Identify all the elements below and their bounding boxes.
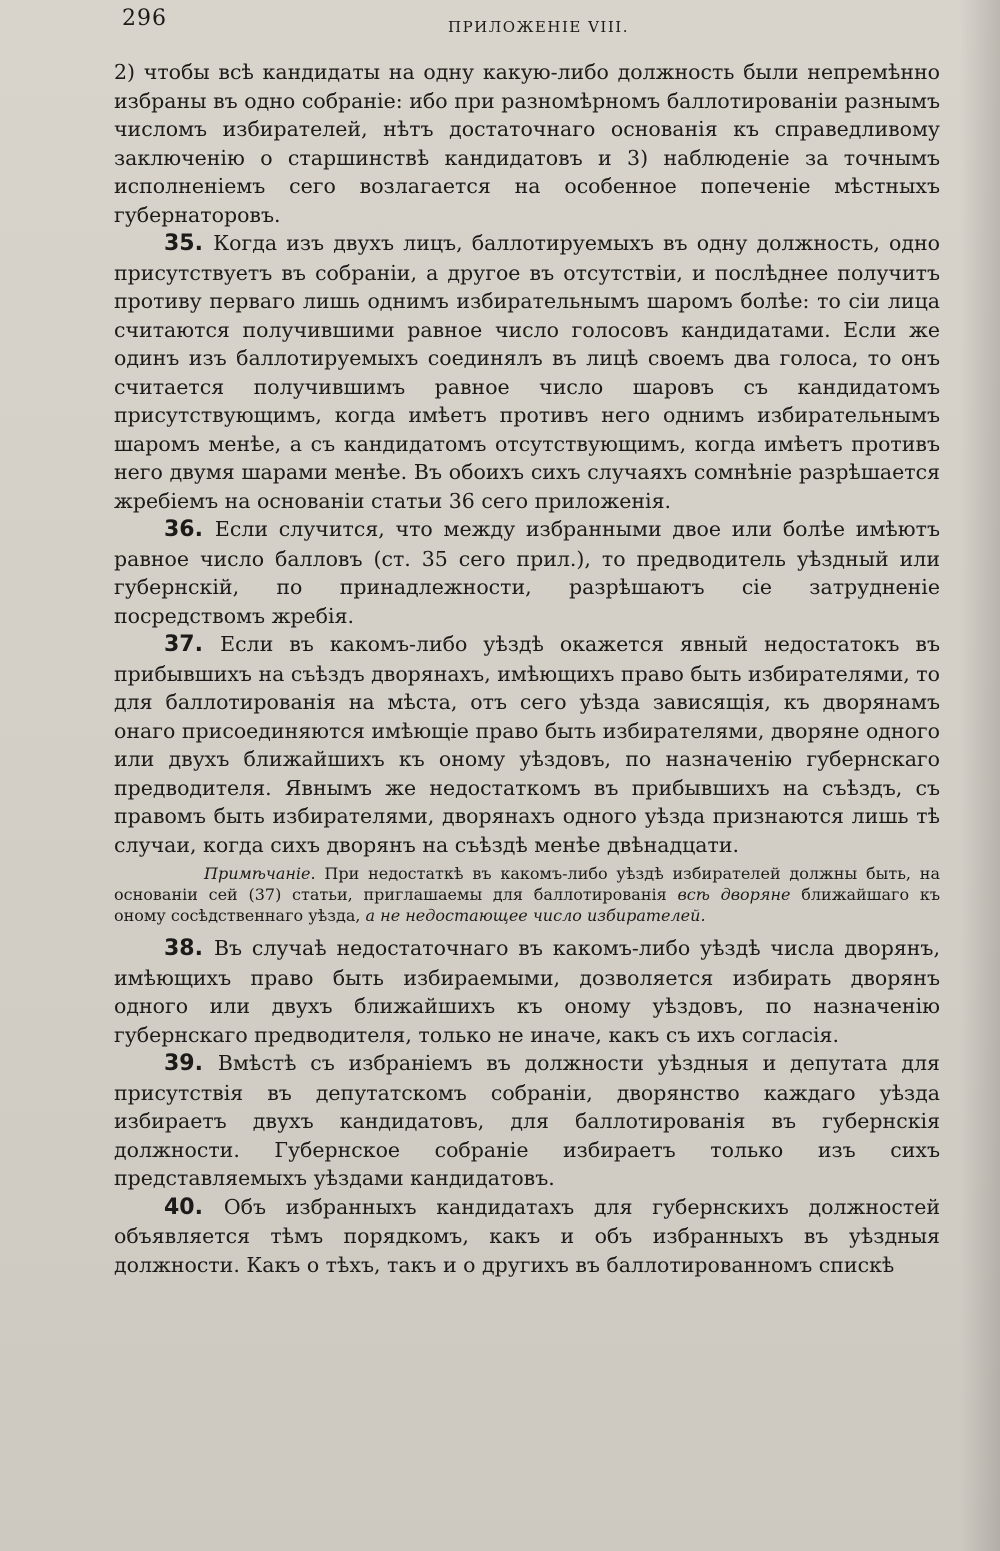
- article-text: Въ случаѣ недостаточнаго въ какомъ-либо уѣздѣ числа дворянъ, имѣющихъ право быть избираемыми, дозволяется избирать дворянъ одного или двухъ ближайшихъ къ оному уѣздовъ, по назначенію губернскаго предводителя, только не иначе, какъ съ ихъ согласія.: [114, 936, 940, 1047]
- note-text-part1: При недостаткѣ въ какомъ-либо уѣздѣ избирателей должны быть, на основаніи сей (37) статьи, приглашаемы для баллотированія: [114, 864, 941, 904]
- note-emphasis-1: всѣ дворяне: [677, 885, 791, 904]
- article-38: 38. Въ случаѣ недостаточнаго въ какомъ-либо уѣздѣ числа дворянъ, имѣющихъ право быть избираемыми, дозволяется избирать дворянъ одного или двухъ ближайшихъ къ оному уѣздовъ, по назначенію губернскаго предводителя, только не иначе, какъ съ ихъ согласія.: [114, 936, 940, 1047]
- article-40: 40. Объ избранныхъ кандидатахъ для губернскихъ должностей объявляется тѣмъ порядкомъ, какъ и объ избранныхъ въ уѣздныя должности. Какъ о тѣхъ, такъ и о другихъ въ баллотированномъ спискѣ: [114, 1194, 940, 1277]
- note-emphasis-2: а не недостающее число избирателей.: [365, 906, 706, 925]
- note-label: Примѣчаніе.: [204, 864, 316, 883]
- article-text: Если въ какомъ-либо уѣздѣ окажется явный недостатокъ въ прибывшихъ на съѣздъ дворянахъ, имѣющихъ право быть избирателями, то для баллотированія на мѣста, отъ сего уѣзда зависящія, къ дворянамъ онаго присоединяются имѣющіе право быть избирателями, дворяне одного или двухъ ближайшихъ къ оному уѣздовъ, по назначенію губернскаго предводителя. Явнымъ же недостаткомъ въ прибывшихъ на съѣздъ, съ правомъ быть избирателями, дворянахъ одного уѣзда признаются лишь тѣ случаи, когда сихъ дворянъ на съѣздѣ менѣе двѣнадцати.: [114, 632, 940, 857]
- article-number: 40: [164, 1194, 195, 1220]
- body-text: [114, 58, 940, 1279]
- article-text: Когда изъ двухъ лицъ, баллотируемыхъ въ одну должность, одно присутствуетъ въ собраніи, а другое въ отсутствіи, и послѣднее получитъ противу перваго лишь однимъ избирательнымъ шаромъ болѣе: то сіи лица считаются получившими равное число голосовъ кандидатами. Если же одинъ изъ баллотируемыхъ соединялъ въ лицѣ своемъ два голоса, то онъ считается получившимъ равное число шаровъ съ кандидатомъ присутствующимъ, когда имѣетъ противъ него однимъ избирательнымъ шаромъ менѣе, а съ кандидатомъ отсутствующимъ, когда имѣетъ противъ него двумя шарами менѣе. Въ обоихъ сихъ случаяхъ сомнѣніе разрѣшается жребіемъ на основаніи статьи 36 сего приложенія.: [114, 231, 940, 513]
- article-text: Вмѣстѣ съ избраніемъ въ должности уѣздныя и депутата для присутствія въ депутатскомъ собраніи, дворянство каждаго уѣзда избираетъ двухъ кандидатовъ, для баллотированія въ губернскія должности. Губернское собраніе избираетъ только изъ сихъ представляемыхъ уѣздами кандидатовъ.: [114, 1051, 940, 1190]
- article-number: 35: [164, 231, 195, 256]
- article-37: 37. Если въ какомъ-либо уѣздѣ окажется явный недостатокъ въ прибывшихъ на съѣздъ дворянахъ, имѣющихъ право быть избирателями, то для баллотированія на мѣста, отъ сего уѣзда зависящія, къ дворянамъ онаго присоединяются имѣющіе право быть избирателями, дворяне одного или двухъ ближайшихъ къ оному уѣздовъ, по назначенію губернскаго предводителя. Явнымъ же недостаткомъ въ прибывшихъ на съѣздъ, съ правомъ быть избирателями, дворянахъ одного уѣзда признаются лишь тѣ случаи, когда сихъ дворянъ на съѣздѣ менѣе двѣнадцати.: [114, 632, 940, 857]
- paragraph-continuation: [114, 58, 940, 229]
- article-text: Объ избранныхъ кандидатахъ для губернскихъ должностей объявляется тѣмъ порядкомъ, какъ и объ избранныхъ въ уѣздныя должности. Какъ о тѣхъ, такъ и о другихъ въ баллотированномъ спискѣ: [114, 1194, 940, 1277]
- page-number: 296: [122, 6, 167, 31]
- article-number: 36: [164, 517, 195, 542]
- article-number: 37: [164, 632, 195, 657]
- running-head: ПРИЛОЖЕНІЕ VIII.: [448, 18, 629, 36]
- note-text-part2: ближайшаго къ оному сосѣдственнаго уѣзда,: [114, 885, 940, 925]
- article-number: 38: [164, 936, 195, 961]
- paragraph-text: 2) чтобы всѣ кандидаты на одну какую-либо должность были непремѣнно избраны въ одно собраніе: ибо при разномѣрномъ баллотированіи разнымъ числомъ избирателей, нѣтъ достаточнаго основанія къ справедливому заключенію о старшинствѣ кандидатовъ и 3) наблюденіе за точнымъ исполненіемъ сего возлагается на особенное попеченіе мѣстныхъ губернаторовъ.: [114, 60, 940, 227]
- article-36: 36. Если случится, что между избранными двое или болѣе имѣютъ равное число балловъ (ст. 35 сего прил.), то предводитель уѣздный или губернскій, по принадлежности, разрѣшаютъ сіе затрудненіе посредствомъ жребія.: [114, 517, 940, 628]
- article-39: 39. Вмѣстѣ съ избраніемъ въ должности уѣздныя и депутата для присутствія въ депутатскомъ собраніи, дворянство каждаго уѣзда избираетъ двухъ кандидатовъ, для баллотированія въ губернскія должности. Губернское собраніе избираетъ только изъ сихъ представляемыхъ уѣздами кандидатовъ.: [114, 1051, 940, 1190]
- page-header: [118, 6, 938, 46]
- article-text: Если случится, что между избранными двое или болѣе имѣютъ равное число балловъ (ст. 35 сего прил.), то предводитель уѣздный или губернскій, по принадлежности, разрѣшаютъ сіе затрудненіе посредствомъ жребія.: [114, 517, 940, 628]
- footnote-note-37: [114, 863, 940, 926]
- article-35: 35. Когда изъ двухъ лицъ, баллотируемыхъ въ одну должность, одно присутствуетъ въ собраніи, а другое въ отсутствіи, и послѣднее получитъ противу перваго лишь однимъ избирательнымъ шаромъ болѣе: то сіи лица считаются получившими равное число голосовъ кандидатами. Если же одинъ изъ баллотируемыхъ соединялъ въ лицѣ своемъ два голоса, то онъ считается получившимъ равное число шаровъ съ кандидатомъ присутствующимъ, когда имѣетъ противъ него однимъ избирательнымъ шаромъ менѣе, а съ кандидатомъ отсутствующимъ, когда имѣетъ противъ него двумя шарами менѣе. Въ обоихъ сихъ случаяхъ сомнѣніе разрѣшается жребіемъ на основаніи статьи 36 сего приложенія.: [114, 231, 940, 513]
- page-edge-shadow: [960, 0, 1000, 1551]
- article-number: 39: [164, 1051, 195, 1076]
